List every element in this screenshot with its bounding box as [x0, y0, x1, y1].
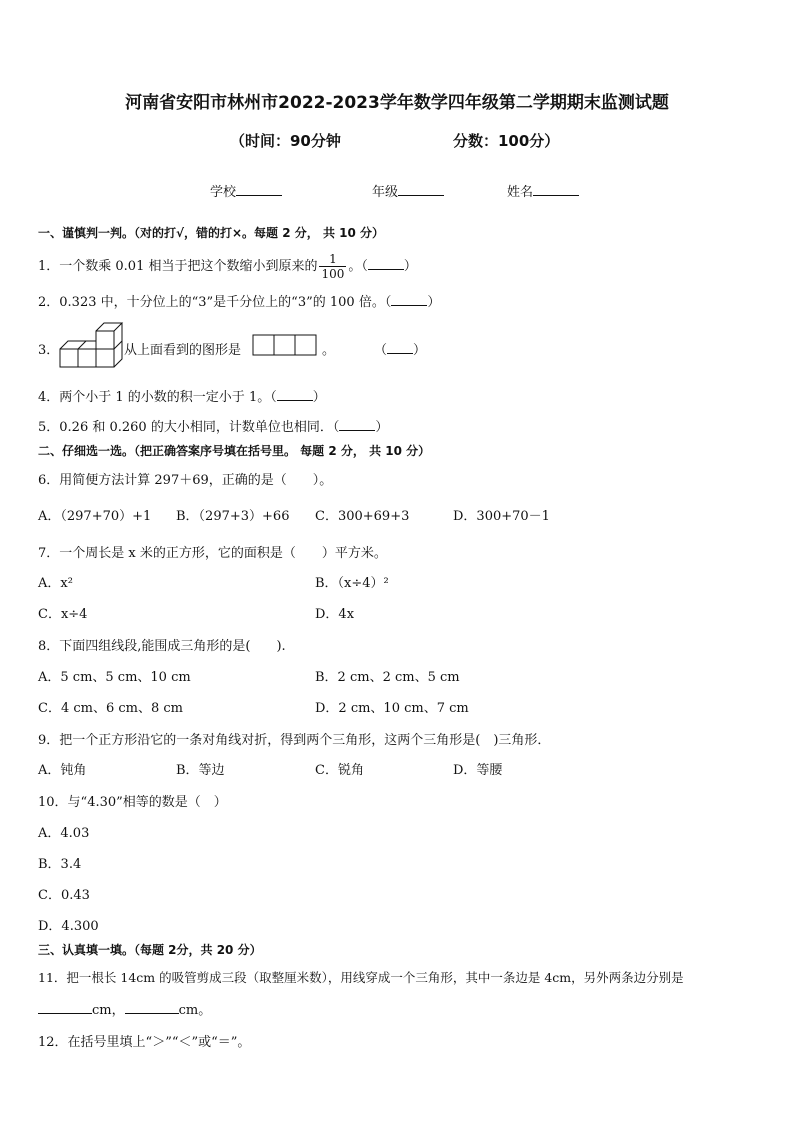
q8-option-c[interactable]: C．4 cm、6 cm、8 cm: [38, 701, 183, 716]
question-11: 11．把一根长 14cm 的吸管剪成三段（取整厘米数），用线穿成一个三角形，其中一条边是 4cm，另外两条边分别是: [38, 970, 684, 985]
question-3-number: 3．: [38, 343, 60, 358]
question-6: 6．用简便方法计算 297＋69，正确的是（ ）。: [38, 473, 333, 488]
answer-blank-4[interactable]: [277, 387, 313, 401]
question-9: 9．把一个正方形沿它的一条对角线对折，得到两个三角形，这两个三角形是( )三角形．: [38, 733, 551, 748]
q8-option-a[interactable]: A．5 cm、5 cm、10 cm: [38, 670, 191, 685]
question-3-text: 从上面看到的图形是: [124, 343, 242, 358]
fraction-1-100: $\frac{1}{100}$: [321, 252, 345, 281]
q10-option-a[interactable]: A．4.03: [38, 826, 90, 841]
q10-option-b[interactable]: B．3.4: [38, 857, 82, 872]
question-3-answer: （ ）: [374, 339, 426, 358]
answer-blank-1[interactable]: [368, 256, 404, 270]
question-11-answers: cm， cm。: [38, 999, 211, 1018]
question-4: 4．两个小于 1 的小数的积一定小于 1。（ ）: [38, 386, 326, 405]
school-label: 学校: [210, 185, 237, 200]
top-view-figure: [252, 334, 318, 356]
name-label: 姓名: [507, 185, 534, 200]
answer-blank-3[interactable]: [387, 340, 413, 354]
q9-option-c[interactable]: C．锐角: [315, 763, 364, 778]
question-5: 5．0.26 和 0.260 的大小相同，计数单位也相同．（ ）: [38, 416, 388, 435]
q6-option-d[interactable]: D．300+70－1: [453, 509, 550, 524]
grade-field[interactable]: [372, 181, 444, 200]
q6-option-a[interactable]: A．（297+70）+1: [38, 509, 152, 524]
q9-option-b[interactable]: B．等边: [176, 763, 225, 778]
q9-option-a[interactable]: A．钝角: [38, 763, 87, 778]
section-1-heading: 一、谨慎判一判。（对的打√，错的打×。每题 2 分， 共 10 分）: [38, 226, 384, 240]
name-field[interactable]: [507, 181, 579, 200]
q10-option-c[interactable]: C．0.43: [38, 888, 90, 903]
q10-option-d[interactable]: D．4.300: [38, 919, 99, 934]
name-blank[interactable]: [533, 182, 579, 196]
q8-option-d[interactable]: D．2 cm、10 cm、7 cm: [315, 701, 469, 716]
q7-option-b[interactable]: B．（x÷4）²: [315, 576, 389, 591]
exam-score: 分数：100分）: [453, 132, 560, 150]
question-3-period: 。: [322, 343, 336, 358]
q9-option-d[interactable]: D．等腰: [453, 763, 503, 778]
answer-blank-11a[interactable]: [38, 1000, 92, 1014]
q6-option-c[interactable]: C．300+69+3: [315, 509, 410, 524]
question-12: 12．在括号里填上“＞”“＜”或“＝”。: [38, 1035, 251, 1050]
q7-option-d[interactable]: D．4x: [315, 607, 355, 622]
q6-option-b[interactable]: B．（297+3）+66: [176, 509, 290, 524]
q7-option-a[interactable]: A．x²: [38, 576, 73, 591]
question-7: 7．一个周长是 x 米的正方形，它的面积是（ ）平方米。: [38, 546, 387, 561]
question-2: 2．0.323 中，十分位上的“3”是千分位上的“3”的 100 倍。（ ）: [38, 291, 440, 310]
school-field[interactable]: [210, 181, 282, 200]
section-3-heading: 三、认真填一填。（每题 2分，共 20 分）: [38, 943, 262, 957]
answer-blank-5[interactable]: [339, 417, 375, 431]
question-8: 8．下面四组线段,能围成三角形的是( ).: [38, 639, 286, 654]
q7-option-c[interactable]: C．x÷4: [38, 607, 88, 622]
grade-blank[interactable]: [398, 182, 444, 196]
question-1: 1．一个数乘 0.01 相当于把这个数缩小到原来的 $\frac{1}{100}$ 。（ ）: [38, 252, 417, 281]
school-blank[interactable]: [236, 182, 282, 196]
exam-time: （时间：90分钟: [230, 132, 341, 150]
page-title: 河南省安阳市林州市2022-2023学年数学四年级第二学期期末监测试题: [125, 93, 669, 113]
answer-blank-2[interactable]: [391, 292, 427, 306]
cube-stack-figure: [58, 321, 124, 369]
question-10: 10．与“4.30”相等的数是（ ）: [38, 795, 227, 810]
q8-option-b[interactable]: B．2 cm、2 cm、5 cm: [315, 670, 460, 685]
grade-label: 年级: [372, 185, 399, 200]
answer-blank-11b[interactable]: [125, 1000, 179, 1014]
section-2-heading: 二、仔细选一选。（把正确答案序号填在括号里。 每题 2 分， 共 10 分）: [38, 444, 431, 458]
